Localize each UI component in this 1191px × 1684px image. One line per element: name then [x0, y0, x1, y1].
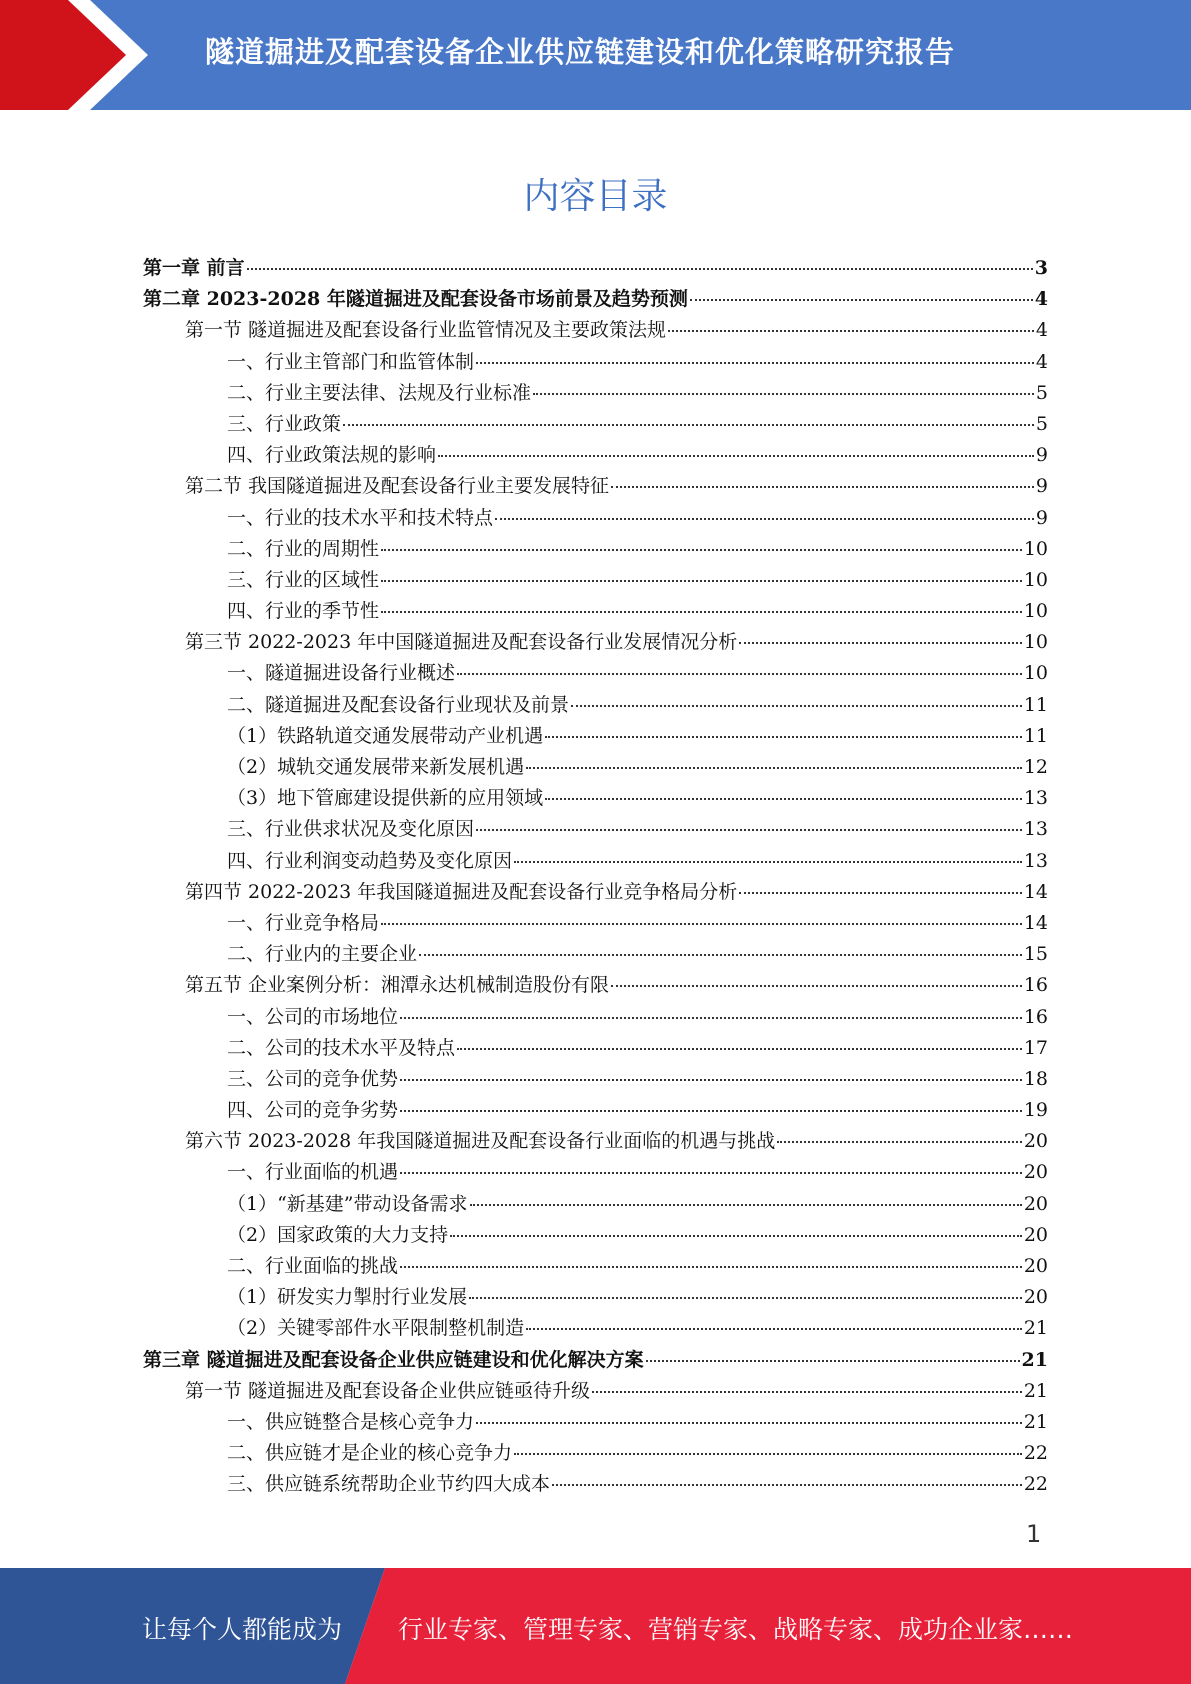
- toc-entry[interactable]: [143, 1189, 1048, 1220]
- toc-entry-page: 12: [1023, 756, 1048, 778]
- toc-entry-text: 二、行业内的主要企业: [227, 943, 418, 966]
- toc-entry-page: 5: [1035, 412, 1048, 435]
- toc-entry[interactable]: [143, 284, 1048, 315]
- toc-entry-text: 四、行业的季节性: [227, 600, 380, 623]
- toc-entry[interactable]: [143, 1126, 1048, 1157]
- toc-entry-page: 11: [1023, 693, 1048, 716]
- toc-entry-page: 10: [1023, 662, 1048, 685]
- toc-entry[interactable]: [143, 1251, 1048, 1282]
- toc-entry-text: 第一节 隧道掘进及配套设备企业供应链亟待升级: [185, 1379, 591, 1402]
- toc-entry-text: 一、行业的技术水平和技术特点: [227, 506, 494, 529]
- toc-entry-text: 一、行业主管部门和监管体制: [227, 350, 475, 373]
- toc-entry[interactable]: [143, 1282, 1048, 1313]
- toc-entry-text: 一、公司的市场地位: [227, 1005, 399, 1028]
- toc-entry-page: 20: [1023, 1286, 1048, 1309]
- toc-entry-text: 一、行业竞争格局: [227, 911, 380, 934]
- toc-dot-leader: [470, 1204, 1022, 1206]
- toc-entry-text: （1）铁路轨道交通发展带动产业机遇: [227, 724, 544, 747]
- toc-entry-text: 第二章 2023-2028 年隧道掘进及配套设备市场前景及趋势预测: [143, 288, 688, 311]
- toc-entry-text: 第四节 2022-2023 年我国隧道掘进及配套设备行业竞争格局分析: [185, 880, 738, 903]
- toc-entry-text: （3）地下管廊建设提供新的应用领域: [227, 787, 544, 810]
- toc-dot-leader: [419, 954, 1022, 956]
- toc-entry-text: 二、行业面临的挑战: [227, 1255, 399, 1277]
- toc-entry-page: 18: [1023, 1067, 1048, 1090]
- toc-entry-text: 第六节 2023-2028 年我国隧道掘进及配套设备行业面临的机遇与挑战: [185, 1130, 776, 1153]
- toc-entry-page: 10: [1023, 568, 1048, 591]
- toc-entry-page: 20: [1023, 1192, 1048, 1215]
- toc-dot-leader: [646, 1360, 1020, 1362]
- toc-entry-text: 一、行业面临的机遇: [227, 1161, 399, 1184]
- toc-dot-leader: [400, 1079, 1022, 1081]
- toc-entry-text: 三、行业供求状况及变化原因: [227, 818, 475, 841]
- toc-entry-page: 10: [1023, 631, 1048, 654]
- toc-entry[interactable]: [143, 378, 1048, 409]
- toc-dot-leader: [611, 486, 1034, 488]
- footer-banner: [0, 1568, 1191, 1684]
- toc-entry-text: 第五节 企业案例分析：湘潭永达机械制造股份有限: [185, 974, 610, 997]
- toc-entry[interactable]: [143, 846, 1048, 877]
- toc-dot-leader: [457, 1048, 1022, 1050]
- toc-entry-page: 14: [1023, 880, 1048, 903]
- toc-entry-page: 13: [1023, 787, 1048, 810]
- toc-dot-leader: [739, 642, 1022, 644]
- toc-entry[interactable]: [143, 627, 1048, 658]
- toc-entry[interactable]: [143, 471, 1048, 502]
- report-title: 隧道掘进及配套设备企业供应链建设和优化策略研究报告: [205, 35, 956, 69]
- toc-dot-leader: [514, 861, 1022, 863]
- toc-dot-leader: [381, 611, 1022, 613]
- toc-dot-leader: [400, 1172, 1022, 1174]
- toc-entry[interactable]: [143, 1033, 1048, 1064]
- toc-dot-leader: [400, 1266, 1022, 1268]
- toc-entry[interactable]: [143, 565, 1048, 596]
- toc-entry-text: （2）国家政策的大力支持: [227, 1223, 449, 1246]
- toc-entry-page: 20: [1023, 1130, 1048, 1153]
- toc-dot-leader: [526, 1328, 1022, 1330]
- toc-entry-page: 15: [1023, 943, 1048, 966]
- toc-dot-leader: [777, 1141, 1022, 1143]
- toc-entry[interactable]: [143, 440, 1048, 471]
- toc-entry[interactable]: [143, 1469, 1048, 1500]
- toc-entry-text: 四、行业利润变动趋势及变化原因: [227, 849, 513, 872]
- toc-entry-text: 三、公司的竞争优势: [227, 1067, 399, 1090]
- toc-entry-page: 5: [1035, 381, 1048, 404]
- toc-entry-text: 第二节 我国隧道掘进及配套设备行业主要发展特征: [185, 475, 610, 498]
- toc-entry[interactable]: [143, 1313, 1048, 1344]
- toc-entry[interactable]: [143, 347, 1048, 378]
- toc-dot-leader: [526, 767, 1022, 769]
- toc-entry-page: 16: [1023, 974, 1048, 997]
- toc-entry[interactable]: [143, 877, 1048, 908]
- toc-entry[interactable]: [143, 814, 1048, 845]
- toc-entry[interactable]: [143, 409, 1048, 440]
- toc-entry[interactable]: [143, 908, 1048, 939]
- toc-entry[interactable]: [143, 1157, 1048, 1188]
- footer-slogan-right: 行业专家、管理专家、营销专家、战略专家、成功企业家……: [398, 1615, 1074, 1644]
- toc-dot-leader: [400, 1110, 1022, 1112]
- toc-dot-leader: [592, 1391, 1022, 1393]
- toc-entry[interactable]: [143, 1002, 1048, 1033]
- footer-slogan-left: 让每个人都能成为: [142, 1615, 343, 1644]
- toc-entry[interactable]: [143, 783, 1048, 814]
- toc-entry[interactable]: [143, 1376, 1048, 1407]
- toc-entry[interactable]: [143, 503, 1048, 534]
- toc-entry-page: 20: [1023, 1255, 1048, 1277]
- toc-title: 内容目录: [523, 176, 668, 217]
- toc-entry-page: 14: [1023, 911, 1048, 934]
- header-banner: [0, 0, 1191, 110]
- toc-dot-leader: [381, 923, 1022, 925]
- toc-entry[interactable]: [143, 315, 1048, 346]
- toc-entry-text: 三、行业政策: [227, 412, 342, 435]
- toc-entry-page: 22: [1023, 1442, 1048, 1465]
- toc-dot-leader: [611, 985, 1022, 987]
- toc-entry-page: 11: [1023, 724, 1048, 747]
- toc-entry[interactable]: [143, 596, 1048, 627]
- toc-dot-leader: [552, 1484, 1022, 1486]
- toc-entry-text: 第一节 隧道掘进及配套设备行业监管情况及主要政策法规: [185, 319, 667, 342]
- toc-entry[interactable]: [143, 690, 1048, 721]
- toc-entry-page: 9: [1035, 506, 1048, 529]
- toc-entry-text: 四、行业政策法规的影响: [227, 444, 437, 467]
- toc-dot-leader: [545, 736, 1022, 738]
- toc-entry-page: 4: [1034, 288, 1048, 311]
- toc-entry-page: 10: [1023, 537, 1048, 560]
- toc-entry[interactable]: [143, 1064, 1048, 1095]
- toc-entry-text: 二、供应链才是企业的核心竞争力: [227, 1442, 513, 1465]
- toc-dot-leader: [469, 1297, 1022, 1299]
- toc-entry-page: 16: [1023, 1005, 1048, 1028]
- toc-dot-leader: [457, 673, 1022, 675]
- toc-entry[interactable]: [143, 939, 1048, 970]
- toc-entry-text: 第一章 前言: [143, 257, 245, 279]
- toc-dot-leader: [690, 299, 1033, 301]
- toc-entry-text: （2）关键零部件水平限制整机制造: [227, 1317, 525, 1340]
- toc-entry[interactable]: [143, 1095, 1048, 1126]
- toc-dot-leader: [533, 393, 1034, 395]
- toc-entry[interactable]: [143, 970, 1048, 1001]
- toc-entry-page: 21: [1023, 1379, 1048, 1402]
- toc-entry-text: 二、行业的周期性: [227, 537, 380, 560]
- toc-entry[interactable]: [143, 534, 1048, 565]
- toc-entry-page: 4: [1035, 319, 1048, 342]
- toc-entry-page: 13: [1023, 849, 1048, 872]
- toc-entry-page: 4: [1035, 350, 1048, 373]
- toc-entry-text: （1）研发实力掣肘行业发展: [227, 1286, 468, 1309]
- table-of-contents: [143, 253, 1048, 1501]
- toc-entry-text: 一、隧道掘进设备行业概述: [227, 662, 456, 685]
- toc-dot-leader: [545, 798, 1022, 800]
- toc-entry[interactable]: [143, 658, 1048, 689]
- toc-entry-text: 二、行业主要法律、法规及行业标准: [227, 381, 532, 404]
- toc-entry-page: 9: [1035, 444, 1048, 467]
- toc-dot-leader: [476, 829, 1022, 831]
- toc-entry-page: 17: [1023, 1036, 1048, 1059]
- toc-entry-page: 10: [1023, 600, 1048, 623]
- toc-entry-text: 二、隧道掘进及配套设备行业现状及前景: [227, 693, 570, 716]
- toc-entry-page: 21: [1023, 1317, 1048, 1340]
- toc-dot-leader: [343, 424, 1034, 426]
- toc-dot-leader: [247, 268, 1033, 270]
- toc-dot-leader: [476, 362, 1034, 364]
- toc-entry[interactable]: [143, 1220, 1048, 1251]
- toc-dot-leader: [668, 330, 1034, 332]
- toc-dot-leader: [495, 518, 1034, 520]
- toc-entry-page: 13: [1023, 818, 1048, 841]
- page-number: 1: [1026, 1520, 1042, 1548]
- toc-entry[interactable]: [143, 253, 1048, 284]
- toc-entry-page: 21: [1021, 1348, 1048, 1371]
- toc-entry-page: 20: [1023, 1161, 1048, 1184]
- toc-entry-text: （1）“新基建”带动设备需求: [227, 1192, 468, 1215]
- toc-entry[interactable]: [143, 721, 1048, 752]
- toc-entry-text: 第三章 隧道掘进及配套设备企业供应链建设和优化解决方案: [143, 1348, 644, 1371]
- toc-entry-page: 20: [1023, 1223, 1048, 1246]
- toc-entry-text: 四、公司的竞争劣势: [227, 1099, 399, 1122]
- toc-dot-leader: [381, 580, 1022, 582]
- toc-entry[interactable]: [143, 1407, 1048, 1438]
- toc-entry-text: 第三节 2022-2023 年中国隧道掘进及配套设备行业发展情况分析: [185, 631, 738, 654]
- toc-entry-text: （2）城轨交通发展带来新发展机遇: [227, 756, 525, 778]
- toc-entry-text: 一、供应链整合是核心竞争力: [227, 1410, 475, 1433]
- toc-entry-page: 22: [1023, 1473, 1048, 1496]
- toc-dot-leader: [450, 1235, 1022, 1237]
- toc-entry-page: 21: [1023, 1410, 1048, 1433]
- toc-dot-leader: [381, 549, 1022, 551]
- toc-entry-page: 9: [1035, 475, 1048, 498]
- toc-dot-leader: [400, 1017, 1022, 1019]
- toc-entry[interactable]: [143, 1438, 1048, 1469]
- toc-entry-page: 19: [1023, 1099, 1048, 1122]
- toc-dot-leader: [514, 1453, 1022, 1455]
- toc-entry-text: 三、行业的区域性: [227, 568, 380, 591]
- toc-entry-page: 3: [1034, 257, 1048, 279]
- toc-dot-leader: [739, 892, 1022, 894]
- toc-dot-leader: [438, 455, 1034, 457]
- toc-entry-text: 三、供应链系统帮助企业节约四大成本: [227, 1473, 551, 1496]
- toc-dot-leader: [476, 1422, 1022, 1424]
- toc-entry[interactable]: [143, 752, 1048, 783]
- toc-entry[interactable]: [143, 1345, 1048, 1376]
- toc-entry-text: 二、公司的技术水平及特点: [227, 1036, 456, 1059]
- toc-dot-leader: [571, 705, 1022, 707]
